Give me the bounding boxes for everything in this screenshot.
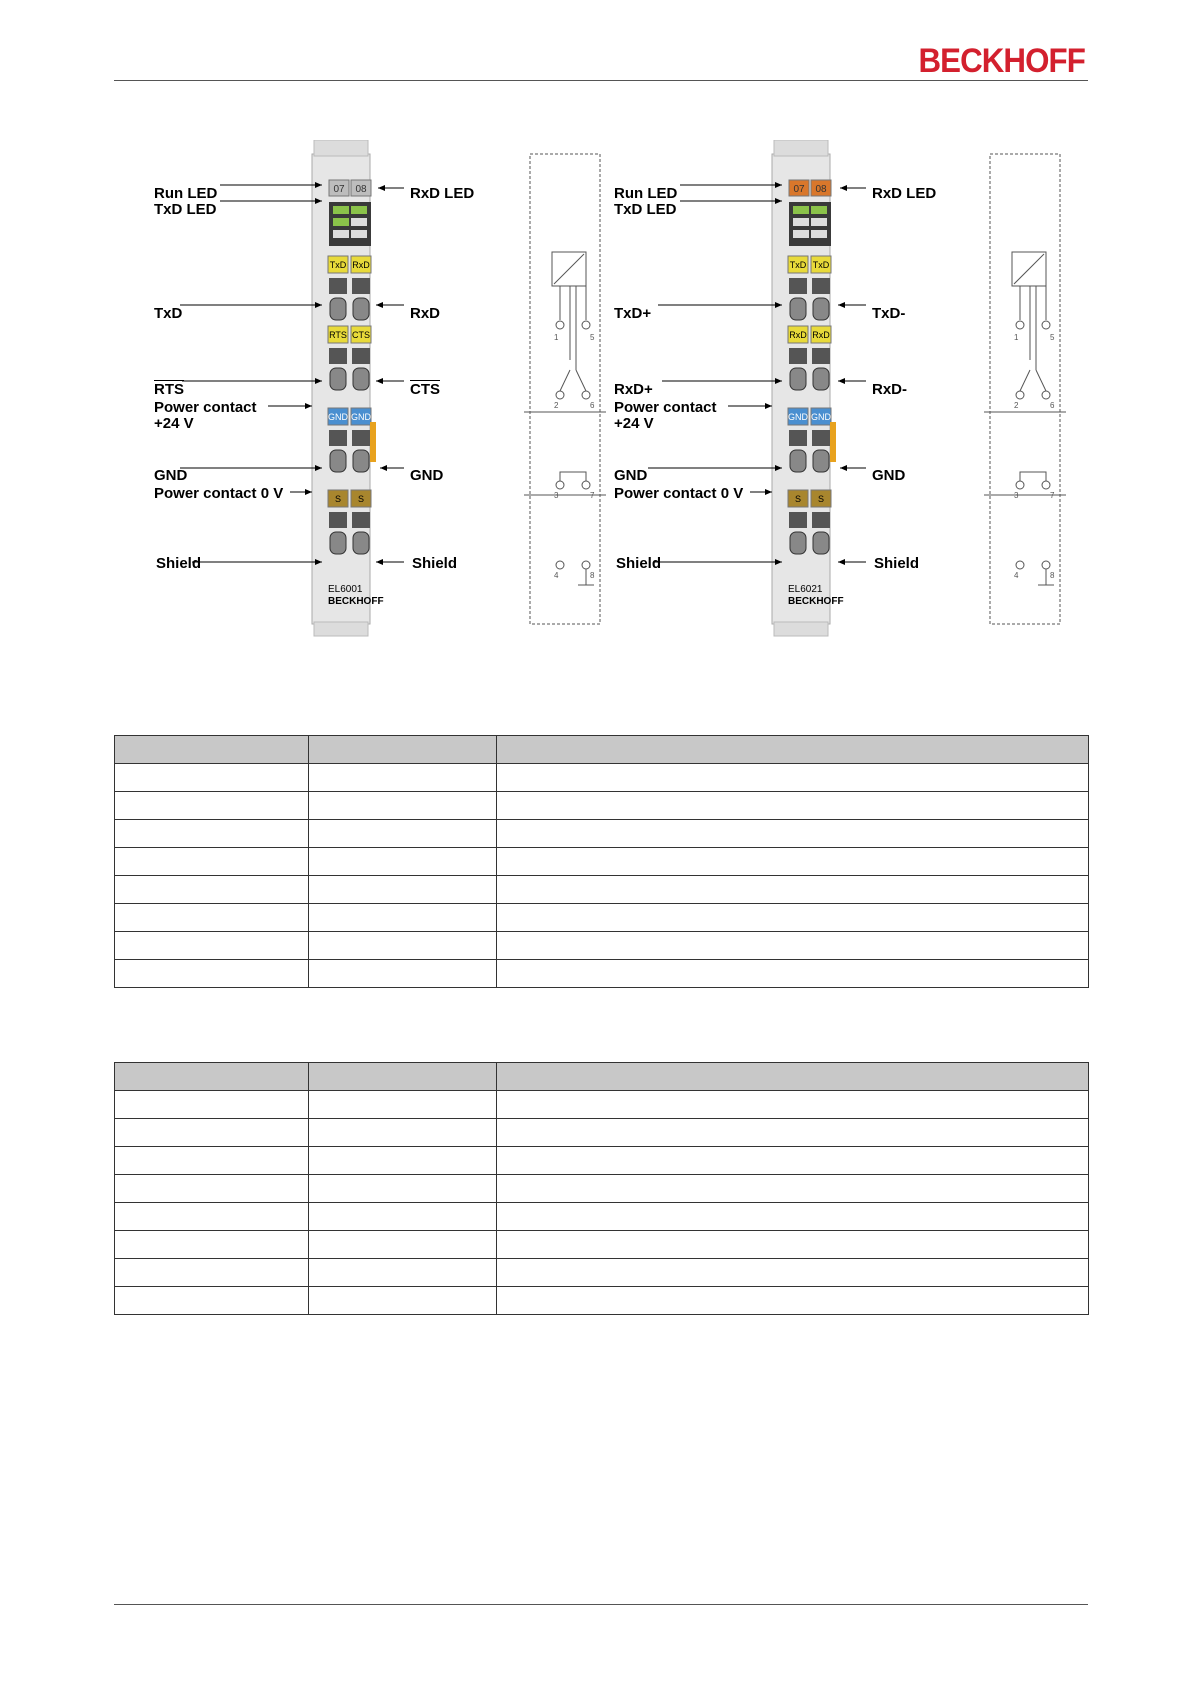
table-header-cell — [497, 1063, 1089, 1091]
schematic-pin: 6 — [1050, 401, 1055, 410]
schematic-pin: 1 — [554, 333, 559, 342]
label-rxd: RxD — [410, 305, 441, 322]
table-row — [115, 792, 1089, 820]
table-row — [115, 1203, 1089, 1231]
schematic-pin: 5 — [590, 333, 595, 342]
contact-label: TxD — [329, 260, 347, 270]
table-row — [115, 1091, 1089, 1119]
label-power-contact: Power contact — [154, 399, 257, 416]
contact-label: CTS — [352, 330, 370, 340]
label-shield-right: Shield — [874, 555, 920, 572]
schematic-pin: 8 — [1050, 571, 1055, 580]
schematic-pin: 3 — [554, 491, 559, 500]
head-label: 07 — [793, 184, 805, 195]
label-rxd-minus: RxD- — [872, 381, 908, 398]
schematic-el6001 — [524, 154, 606, 624]
label-plus-24v: +24 V — [154, 415, 194, 432]
label-run-led: Run LED — [614, 185, 678, 202]
label-rts: $\overline{RTS}$ — [154, 381, 184, 398]
schematic-pin: 6 — [590, 401, 595, 410]
label-gnd: GND — [614, 467, 648, 484]
label-rxd-led: RxD LED — [872, 185, 937, 202]
table-header-cell — [115, 1063, 309, 1091]
schematic-pin: 4 — [554, 571, 559, 580]
table-row — [115, 932, 1089, 960]
label-shield-right: Shield — [412, 555, 458, 572]
contact-label: S — [817, 494, 825, 504]
schematic-pin: 2 — [554, 401, 559, 410]
terminal-model: EL6001 — [328, 584, 363, 595]
label-txd-led: TxD LED — [154, 201, 217, 218]
label-txd-minus: TxD- — [872, 305, 906, 322]
contact-label: GND — [328, 412, 348, 422]
label-shield: Shield — [156, 555, 202, 572]
contact-label: S — [794, 494, 802, 504]
terminal-drawing — [114, 140, 1088, 640]
label-shield: Shield — [616, 555, 662, 572]
contact-label: GND — [811, 412, 831, 422]
table-row — [115, 904, 1089, 932]
table-row — [115, 764, 1089, 792]
table-row — [115, 820, 1089, 848]
label-run-led: Run LED — [154, 185, 218, 202]
label-gnd-right: GND — [872, 467, 906, 484]
table-row — [115, 1287, 1089, 1315]
contact-label: RTS — [329, 330, 347, 340]
table-row — [115, 1175, 1089, 1203]
table-header-cell — [115, 736, 309, 764]
schematic-pin: 5 — [1050, 333, 1055, 342]
schematic-pin: 1 — [1014, 333, 1019, 342]
head-label: 07 — [333, 184, 345, 195]
label-txd: TxD — [154, 305, 183, 322]
contact-label: TxD — [789, 260, 807, 270]
schematic-pin: 4 — [1014, 571, 1019, 580]
pin-table-el6021 — [114, 1062, 1089, 1315]
terminal-brand: BECKHOFF — [328, 596, 384, 607]
terminal-model: EL6021 — [788, 584, 823, 595]
table-row — [115, 960, 1089, 988]
table-row — [115, 1259, 1089, 1287]
head-label: 08 — [355, 184, 367, 195]
label-rxd-plus: RxD+ — [614, 381, 653, 398]
contact-label: GND — [788, 412, 808, 422]
contact-label: RxD — [789, 330, 807, 340]
header-rule — [114, 80, 1088, 81]
label-txd-led: TxD LED — [614, 201, 677, 218]
head-label: 08 — [815, 184, 827, 195]
schematic-el6021 — [984, 154, 1066, 624]
table-row — [115, 848, 1089, 876]
label-power-contact: Power contact — [614, 399, 717, 416]
table-header-cell — [309, 736, 497, 764]
terminal-el6021 — [648, 140, 866, 636]
table-header-cell — [309, 1063, 497, 1091]
table-row — [115, 1231, 1089, 1259]
label-gnd: GND — [154, 467, 188, 484]
table-row — [115, 1147, 1089, 1175]
terminal-figure — [114, 140, 1088, 640]
schematic-pin: 7 — [1050, 491, 1055, 500]
schematic-pin: 8 — [590, 571, 595, 580]
table-header-cell — [497, 736, 1089, 764]
footer-rule — [114, 1604, 1088, 1605]
contact-label: S — [357, 494, 365, 504]
table-row — [115, 1119, 1089, 1147]
terminal-brand: BECKHOFF — [788, 596, 844, 607]
table-header-row — [115, 736, 1089, 764]
contact-label: RxD — [812, 330, 830, 340]
label-txd-plus: TxD+ — [614, 305, 652, 322]
label-gnd-right: GND — [410, 467, 444, 484]
label-plus-24v: +24 V — [614, 415, 654, 432]
pin-table-el6001 — [114, 735, 1089, 988]
beckhoff-logo: BECKHOFF — [918, 42, 1085, 80]
table-header-row — [115, 1063, 1089, 1091]
label-cts: $\overline{CTS}$ — [410, 381, 440, 398]
label-power-contact-0v: Power contact 0 V — [614, 485, 744, 502]
contact-label: TxD — [812, 260, 830, 270]
contact-label: GND — [351, 412, 371, 422]
label-rxd-led: RxD LED — [410, 185, 475, 202]
schematic-pin: 2 — [1014, 401, 1019, 410]
schematic-pin: 7 — [590, 491, 595, 500]
schematic-pin: 3 — [1014, 491, 1019, 500]
table-row — [115, 876, 1089, 904]
label-power-contact-0v: Power contact 0 V — [154, 485, 284, 502]
contact-label: RxD — [352, 260, 370, 270]
contact-label: S — [334, 494, 342, 504]
